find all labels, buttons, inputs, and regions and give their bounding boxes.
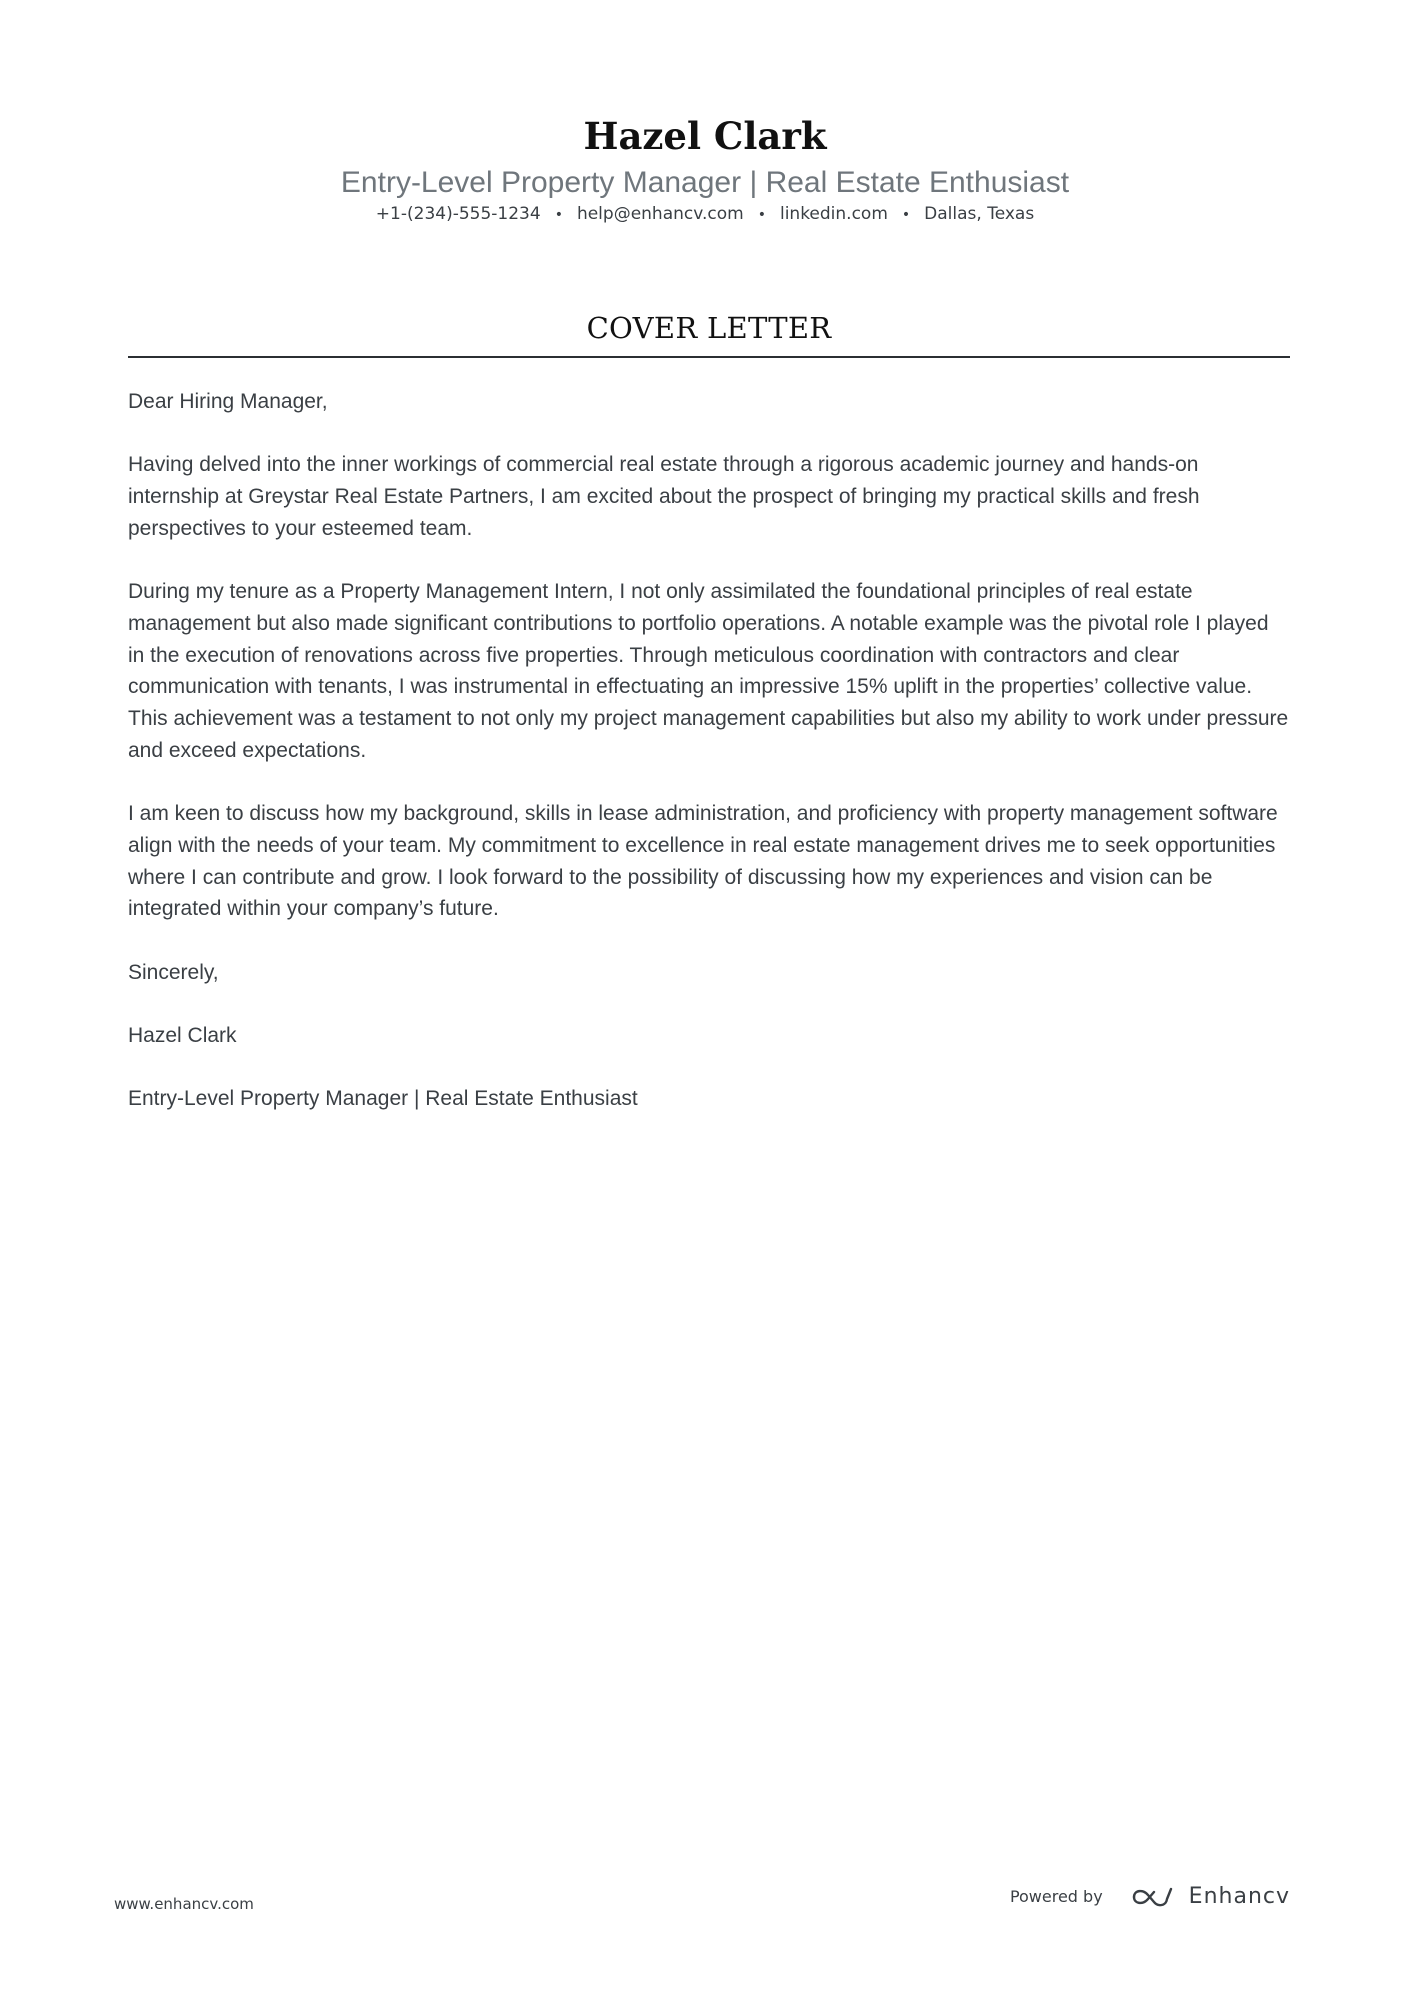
letter-header (0, 112, 1410, 227)
bullet-separator: • (901, 207, 911, 223)
powered-by-label: Powered by (1009, 1887, 1103, 1906)
location: Dallas, Texas (924, 204, 1035, 224)
section-divider (128, 356, 1290, 358)
contact-line (0, 202, 1410, 227)
enhancv-logo-icon (1131, 1885, 1177, 1909)
signature-title: Entry-Level Property Manager | Real Estate Enthusiast (128, 1087, 638, 1111)
bullet-separator: • (757, 207, 766, 223)
closing: Sincerely, (128, 960, 219, 984)
salutation: Dear Hiring Manager, (128, 390, 328, 413)
candidate-name: Hazel Clark (583, 114, 827, 158)
letter-body (128, 386, 1290, 1147)
body-paragraph-3: I am keen to discuss how my background, skills in lease administration, and proficiency with property management software align with the needs of your team. My commitment to excellence in real estate management drives me to seek opportunities where I can contribute and grow. I look forward to the possibility of discussing how my experiences and vision can be integrated within your company’s future. (128, 802, 1278, 921)
signature-name: Hazel Clark (128, 1023, 237, 1047)
body-paragraph-2: During my tenure as a Property Management Intern, I not only assimilated the foundational principles of real estate management but also made significant contributions to portfolio operations. A notable example was the pivotal role I played in the execution of renovations across five properties. Through meticulous coordination with contractors and clear communication with tenants, I was instrumental in effectuating an impressive 15% uplift in the properties’ collective value. This achievement was a testament to not only my project management capabilities but also my ability to work under pressure and exceed expectations. (128, 580, 1289, 762)
footer-website[interactable]: www.enhancv.com (114, 1895, 254, 1913)
email-address[interactable]: help@enhancv.com (576, 204, 744, 224)
section-title: COVER LETTER (586, 311, 832, 345)
candidate-title: Entry-Level Property Manager | Real Estate Enthusiast (340, 166, 1070, 199)
brand-name: Enhancv (1188, 1884, 1290, 1909)
bullet-separator: • (554, 207, 563, 223)
footer-branding (1010, 1884, 1290, 1909)
linkedin-link[interactable]: linkedin.com (779, 204, 888, 224)
phone-number[interactable]: +1-(234)-555-1234 (375, 204, 541, 224)
body-paragraph-1: Having delved into the inner workings of commercial real estate through a rigorous academic journey and hands-on internship at Greystar Real Estate Partners, I am excited about the prospect of bringing my practical skills and fresh perspectives to your esteemed team. (128, 453, 1200, 540)
